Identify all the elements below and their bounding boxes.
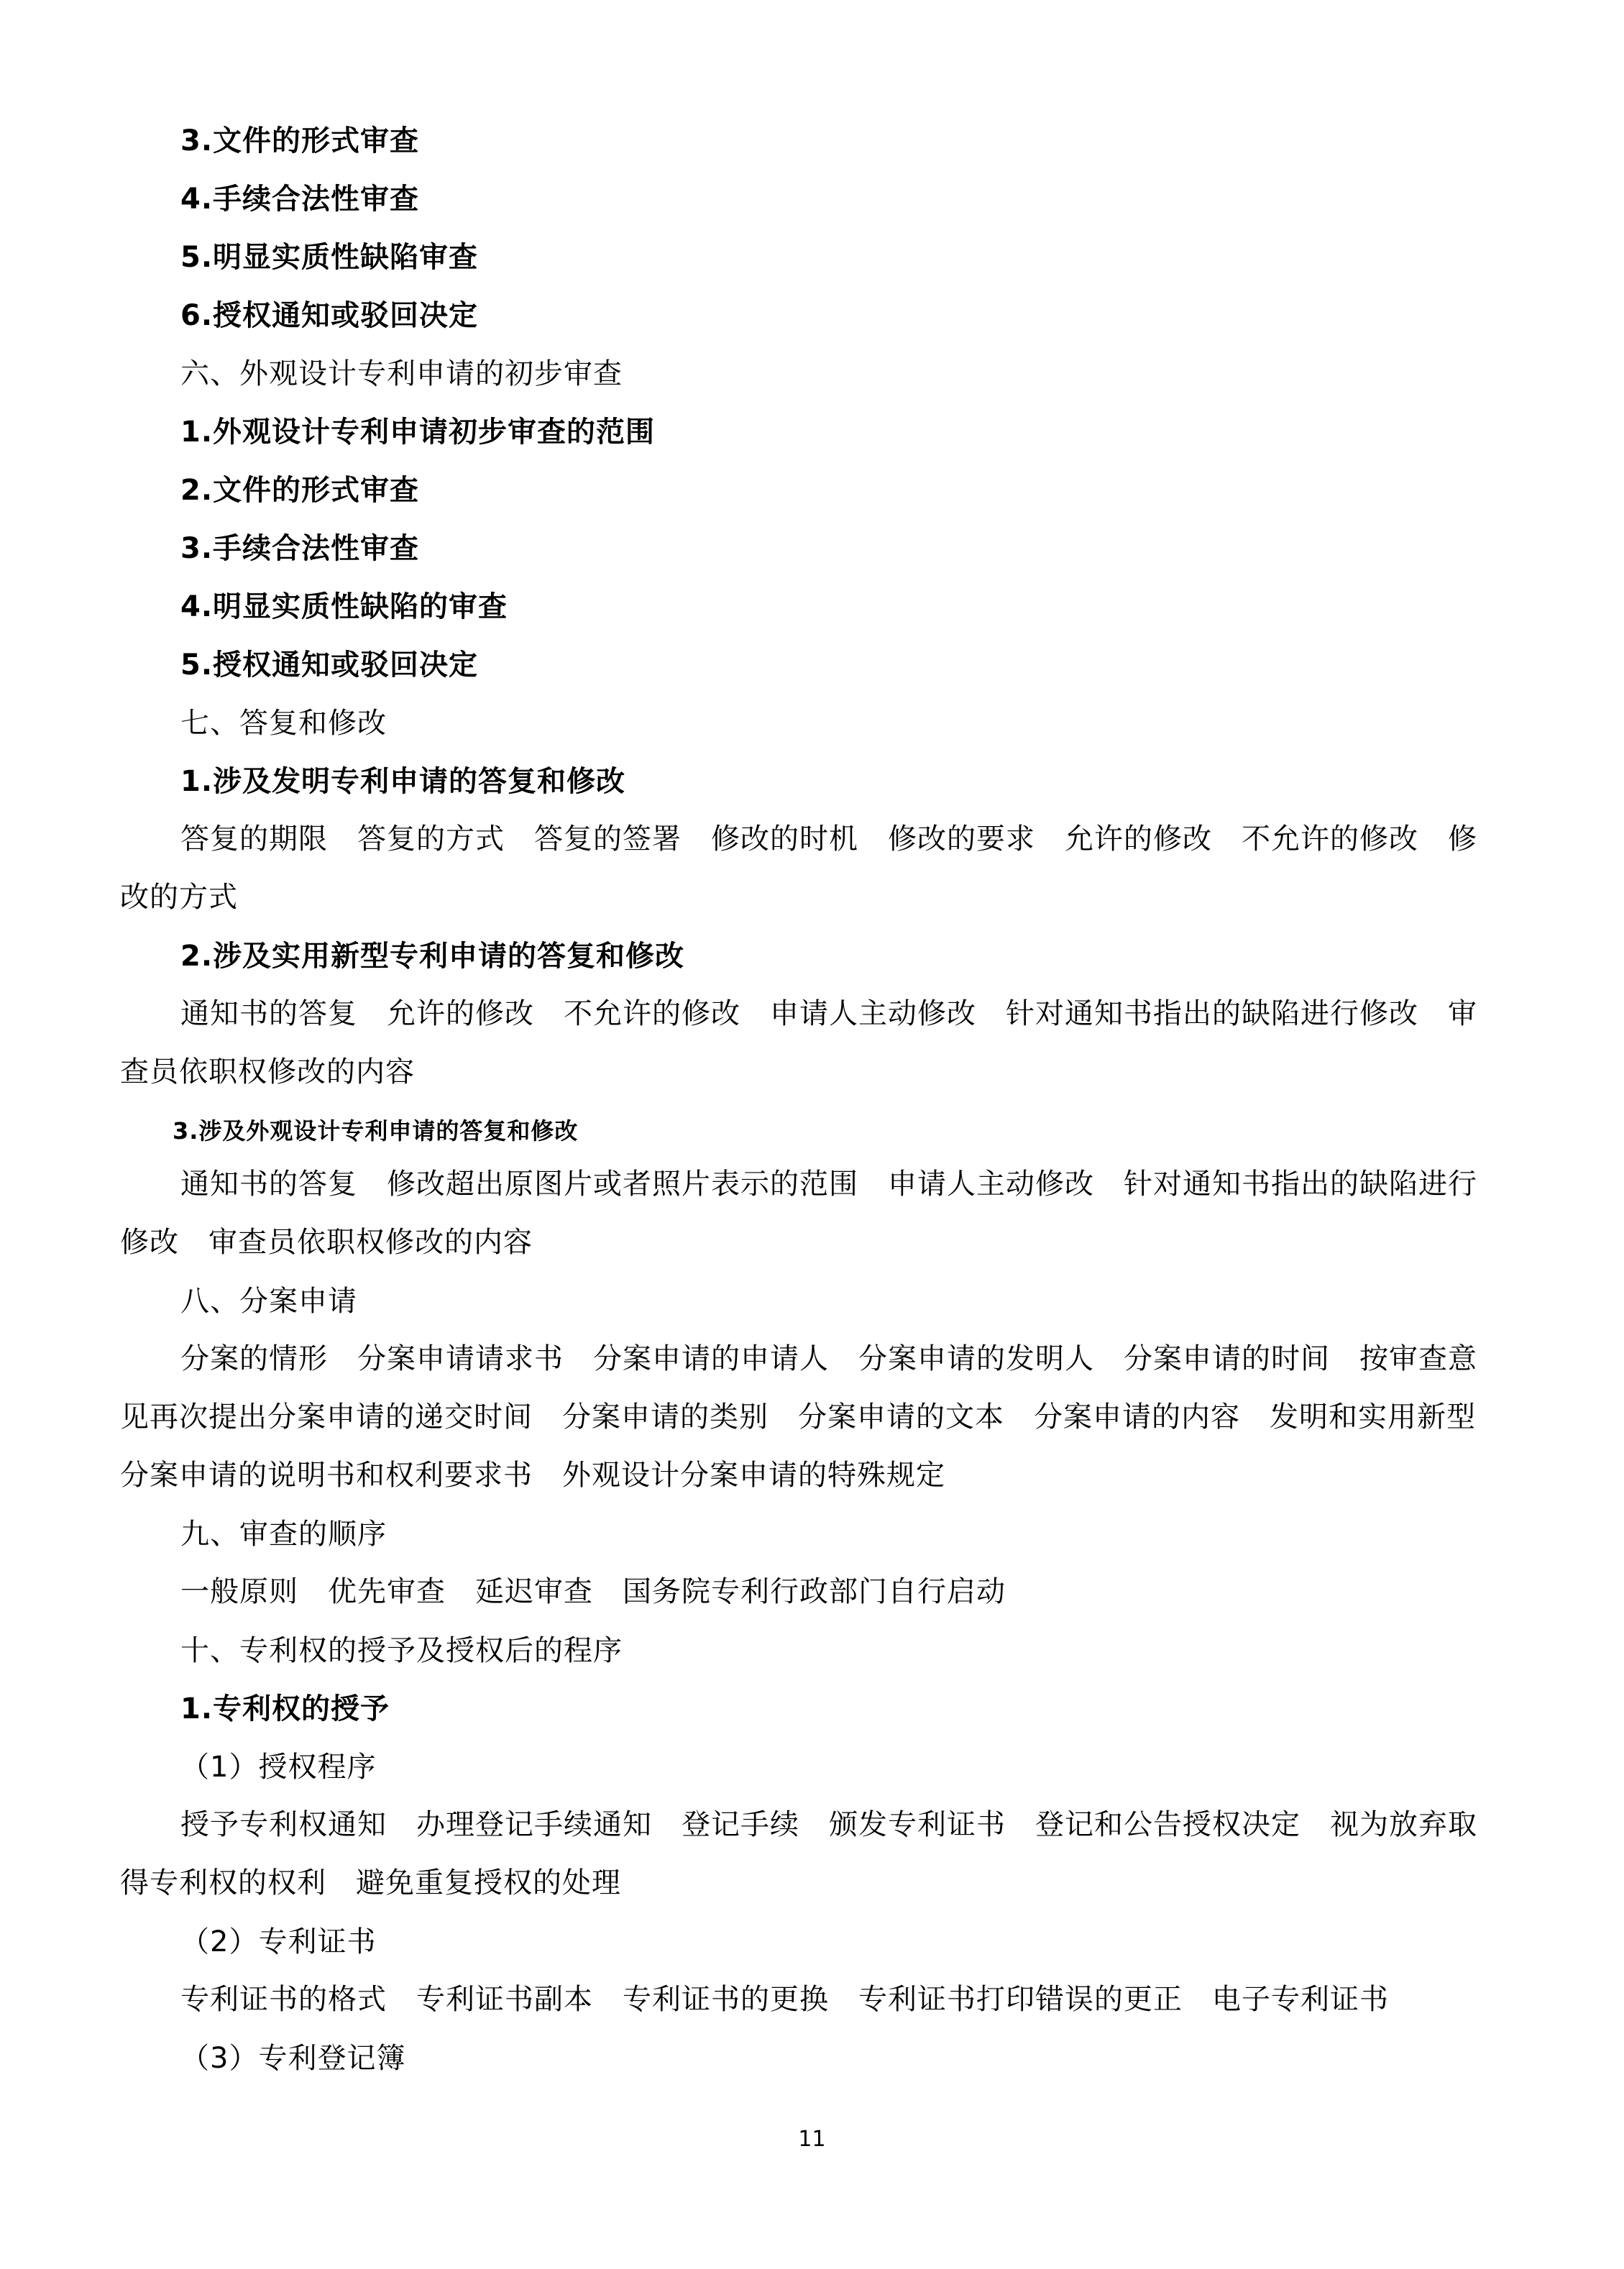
heading-l04: 6.授权通知或驳回决定 [180,299,479,332]
heading-l13: 2.涉及实用新型专利申请的答复和修改 [180,940,685,973]
section-heading-6: 六、外观设计专利申请的初步审查 [180,357,623,390]
heading-l18: 1.专利权的授予 [180,1692,390,1725]
heading-l07: 2.文件的形式审查 [180,474,420,507]
heading-l12: 1.涉及发明专利申请的答复和修改 [180,765,626,798]
section-heading-9: 九、审查的顺序 [180,1518,387,1551]
heading-l10: 5.授权通知或驳回决定 [180,648,479,682]
heading-l03: 5.明显实质性缺陷审查 [180,241,479,274]
paragraph-7: 专利证书的格式 专利证书副本 专利证书的更换 专利证书打印错误的更正 电子专利证书 [180,1983,1389,2016]
subheading-l20: （2）专利证书 [180,1925,377,1958]
heading-l09: 4.明显实质性缺陷的审查 [180,590,508,623]
paragraph-6: 授予专利权通知 办理登记手续通知 登记手续 颁发专利证书 登记和公告授权决定 视为放弃取得专利权的权利 避免重复授权的处理 [120,1808,1477,1899]
subheading-l19: （1）授权程序 [180,1751,377,1784]
section-heading-10: 十、专利权的授予及授权后的程序 [180,1634,623,1667]
paragraph-5: 一般原则 优先审查 延迟审查 国务院专利行政部门自行启动 [180,1575,1006,1608]
page-number: 11 [798,2127,826,2152]
section-heading-8: 八、分案申请 [180,1285,357,1318]
paragraph-3: 通知书的答复 修改超出原图片或者照片表示的范围 申请人主动修改 针对通知书指出的缺陷进行修改 审查员依职权修改的内容 [120,1168,1477,1259]
heading-l08: 3.手续合法性审查 [180,532,420,565]
subheading-l21: （3）专利登记簿 [180,2042,406,2075]
heading-l14: 3.涉及外观设计专利申请的答复和修改 [173,1117,579,1145]
paragraph-1: 答复的期限 答复的方式 答复的签署 修改的时机 修改的要求 允许的修改 不允许的修改 修改的方式 [120,822,1477,914]
heading-l01: 3.文件的形式审查 [180,124,420,157]
paragraph-2: 通知书的答复 允许的修改 不允许的修改 申请人主动修改 针对通知书指出的缺陷进行修改 审查员依职权修改的内容 [120,997,1477,1088]
paragraph-4: 分案的情形 分案申请请求书 分案申请的申请人 分案申请的发明人 分案申请的时间 按审查意见再次提出分案申请的递交时间 分案申请的类别 分案申请的文本 分案申请的内容 发明和实用新型分案申请的说明书和权利要求书 外观设计分案申请的特殊规定 [120,1342,1477,1492]
heading-l06: 1.外观设计专利申请初步审查的范围 [180,416,656,449]
heading-l02: 4.手续合法性审查 [180,183,420,216]
section-heading-7: 七、答复和修改 [180,707,387,740]
